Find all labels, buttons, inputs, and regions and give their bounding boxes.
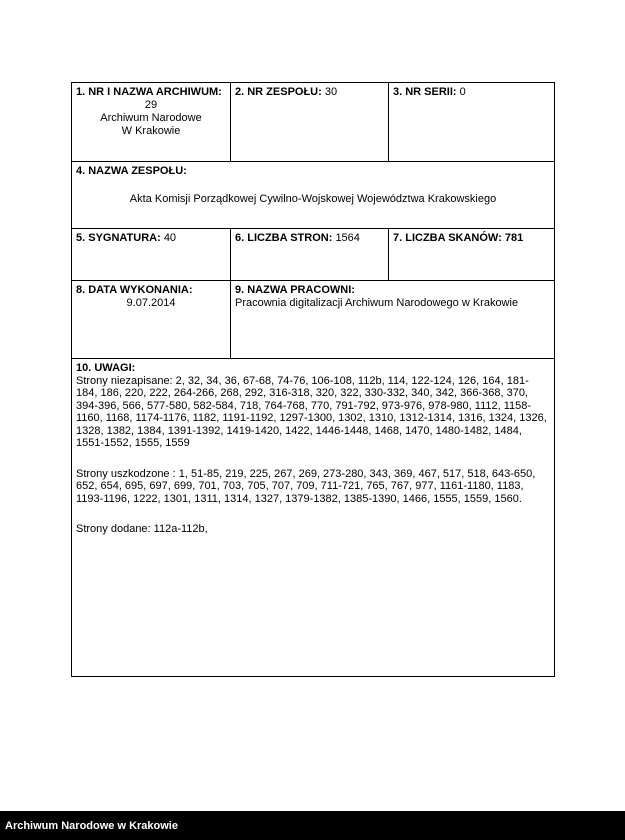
fonds-number-label: 2. NR ZESPOŁU: (235, 86, 322, 98)
date-cell (72, 281, 230, 358)
row-fonds-name (72, 162, 554, 229)
workshop-cell (230, 281, 554, 358)
page-count-value: 1564 (335, 232, 360, 244)
page-count-cell (230, 229, 388, 280)
archive-number: 29 (144, 99, 158, 111)
scan-count-value: 781 (504, 232, 524, 244)
fonds-number-cell (230, 83, 388, 161)
signature-cell (72, 229, 230, 280)
signature-label: 5. SYGNATURA: (76, 232, 161, 244)
archive-name-line1: Archiwum Narodowe (100, 112, 202, 124)
date-label: 8. DATA WYKONANIA: (76, 284, 193, 296)
remarks-added: Strony dodane: 112a-112b, (76, 523, 208, 535)
fonds-name-cell (72, 162, 554, 228)
row-remarks (72, 359, 554, 676)
fonds-number-value: 30 (324, 86, 338, 98)
series-number-value: 0 (459, 86, 466, 98)
row-date-workshop (72, 281, 554, 359)
metadata-form (71, 82, 555, 677)
remarks-damaged: Strony uszkodzone : 1, 51-85, 219, 225, 267, 269, 273-280, 343, 369, 467, 517, 518, 643-650, 652, 654, 695, 697, 699, 701, 703, 705, 707, 709, 711-721, 765, 767, 977, 1161-1180, 1183, 1193-1196, 1222, 1301, 1311, 1314, 1327, 1379-1382, 1385-1390, 1466, 1555, 1559, 1560. (76, 467, 536, 505)
scan-count-cell (388, 229, 554, 280)
workshop-label: 9. NAZWA PRACOWNI: (235, 284, 355, 296)
archive-cell (72, 83, 230, 161)
fonds-name-value: Akta Komisji Porządkowej Cywilno-Wojskowej Województwa Krakowskiego (129, 193, 497, 205)
archive-label: 1. NR I NAZWA ARCHIWUM: (76, 86, 222, 98)
row-archive (72, 83, 554, 162)
fonds-name-label: 4. NAZWA ZESPOŁU: (76, 165, 187, 177)
series-number-cell (388, 83, 554, 161)
archive-name-line2: W Krakowie (121, 125, 181, 137)
date-value: 9.07.2014 (126, 297, 176, 309)
remarks-unwritten: Strony niezapisane: 2, 32, 34, 36, 67-68, 74-76, 106-108, 112b, 114, 122-124, 126, 164, 181-184, 186, 220, 222, 264-266, 268, 292, 316-318, 320, 322, 330-332, 340, 342, 366-368, 370, 394-396, 566, 577-580, 582-584, 718, 764-768, 770, 791-792, 973-976, 978-980, 1112, 1158-1160, 1168, 1174-1176, 1182, 1191-1192, 1297-1300, 1302, 1310, 1312-1314, 1316, 1324, 1326, 1328, 1382, 1384, 1391-1392, 1419-1420, 1422, 1446-1448, 1468, 1470, 1480-1482, 1484, 1551-1552, 1555, 1559 (76, 374, 547, 449)
footer-text: Archiwum Narodowe w Krakowie (5, 820, 178, 832)
remarks-cell (72, 359, 554, 676)
page-count-label: 6. LICZBA STRON: (235, 232, 333, 244)
workshop-value: Pracownia digitalizacji Archiwum Narodowego w Krakowie (235, 297, 519, 309)
remarks-label: 10. UWAGI: (76, 362, 136, 374)
row-counts (72, 229, 554, 281)
series-number-label: 3. NR SERII: (393, 86, 457, 98)
footer-bar (0, 811, 625, 840)
signature-value: 40 (163, 232, 177, 244)
scan-count-label: 7. LICZBA SKANÓW: (393, 232, 502, 244)
